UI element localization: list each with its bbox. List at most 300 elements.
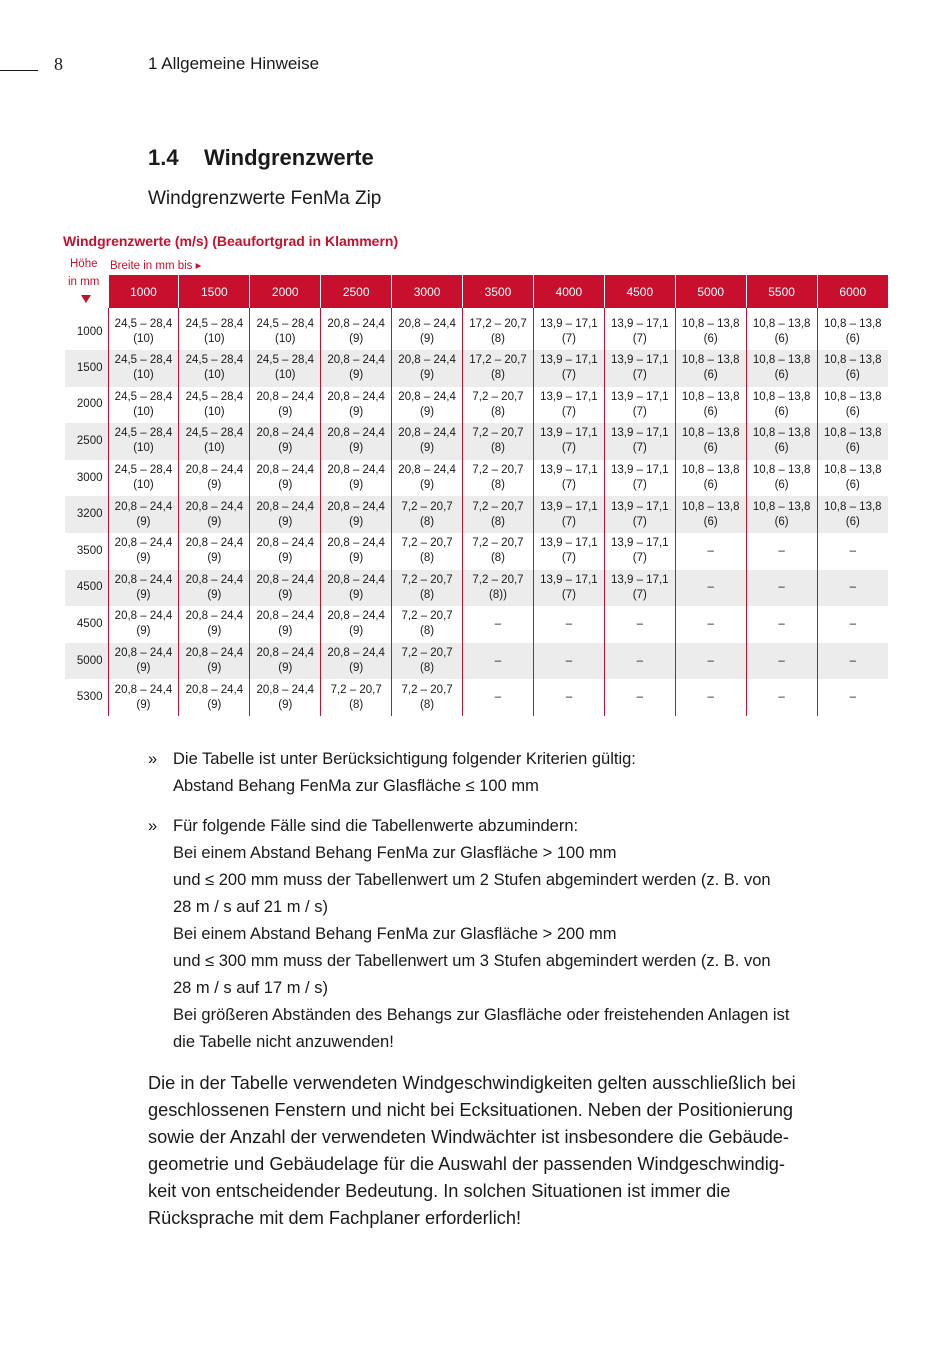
cell-beaufort: (7) (561, 333, 576, 345)
cell-range: 13,9 – 17,1 (540, 318, 598, 330)
cell-range: – (707, 544, 714, 557)
cell-beaufort: (9) (207, 698, 222, 711)
cell-beaufort: (6) (774, 515, 789, 528)
cell-range: 24,5 – 28,4 (114, 427, 173, 440)
cell-range: 10,8 – 13,8 (824, 427, 882, 440)
table-cell (392, 606, 463, 643)
table-cell (392, 387, 463, 424)
cell-range: 20,8 – 24,4 (114, 647, 173, 660)
table-cell (746, 350, 817, 387)
column-header: 5500 (746, 275, 817, 308)
wind-limit-table (65, 275, 888, 716)
cell-beaufort: (7) (632, 442, 647, 455)
cell-range: 10,8 – 13,8 (752, 427, 811, 440)
table-cell (321, 350, 392, 387)
cell-range: 7,2 – 20,7 (472, 500, 524, 513)
cell-beaufort: (9) (207, 662, 222, 675)
cell-beaufort: (9) (278, 588, 293, 601)
table-cell (604, 308, 675, 350)
cell-beaufort: (9) (136, 698, 151, 711)
cell-range: 10,8 – 13,8 (824, 354, 882, 367)
cell-range: 20,8 – 24,4 (398, 318, 456, 330)
table-cell (179, 570, 250, 607)
cell-beaufort: (9) (278, 515, 293, 528)
table-cell (463, 496, 534, 533)
table-cell (108, 570, 179, 607)
cell-beaufort: (6) (774, 369, 789, 382)
cell-range: – (849, 617, 856, 630)
column-header: 3000 (392, 275, 463, 308)
cell-beaufort: (9) (207, 515, 222, 528)
cell-beaufort: (7) (561, 405, 576, 418)
bullet-mark: » (148, 750, 158, 768)
table-cell (533, 350, 604, 387)
cell-range: 20,8 – 24,4 (398, 354, 456, 367)
cell-range: 17,2 – 20,7 (469, 354, 527, 367)
table-cell (392, 350, 463, 387)
cell-range: 13,9 – 17,1 (540, 500, 598, 513)
table-cell (746, 606, 817, 643)
section-heading (148, 145, 374, 171)
table-cell (321, 387, 392, 424)
cell-beaufort: (10) (275, 333, 296, 345)
table-cell (463, 423, 534, 460)
cell-range: 20,8 – 24,4 (256, 647, 315, 660)
table-cell (675, 496, 746, 533)
cell-beaufort: (9) (278, 698, 293, 711)
cell-beaufort: (6) (845, 442, 860, 455)
table-corner (65, 275, 108, 308)
table-cell (604, 350, 675, 387)
table-row (65, 679, 888, 716)
cell-range: 7,2 – 20,7 (472, 464, 524, 477)
cell-beaufort: (8) (490, 442, 506, 455)
table-cell (675, 308, 746, 350)
cell-range: 24,5 – 28,4 (256, 354, 315, 367)
table-cell (746, 679, 817, 716)
cell-beaufort: (6) (774, 405, 789, 418)
cell-beaufort: (7) (561, 369, 576, 382)
table-cell (746, 308, 817, 350)
cell-range: 13,9 – 17,1 (611, 464, 669, 477)
cell-range: 24,5 – 28,4 (185, 318, 244, 330)
cell-range: 20,8 – 24,4 (256, 427, 315, 440)
table-cell (250, 423, 321, 460)
cell-range: 13,9 – 17,1 (611, 427, 669, 440)
cell-range: 13,9 – 17,1 (611, 537, 669, 550)
cell-beaufort: (8) (420, 588, 435, 601)
table-cell (392, 533, 463, 570)
cell-range: – (778, 691, 785, 704)
table-cell (675, 350, 746, 387)
cell-range: – (707, 617, 714, 630)
table-caption: Windgrenzwerte (m/s) (Beaufortgrad in Klammern) (63, 233, 399, 249)
table-cell (321, 308, 392, 350)
row-height-label: 1000 (76, 325, 103, 338)
table-cell (250, 460, 321, 497)
list-item (148, 746, 838, 800)
cell-beaufort: (8)) (489, 588, 507, 601)
table-cell (817, 679, 888, 716)
cell-beaufort: (7) (632, 405, 647, 418)
column-header: 4500 (604, 275, 675, 308)
cell-range: 10,8 – 13,8 (752, 354, 811, 367)
cell-beaufort: (8) (420, 515, 435, 528)
cell-range: 24,5 – 28,4 (114, 390, 173, 403)
table-cell (250, 496, 321, 533)
cell-range: 7,2 – 20,7 (401, 683, 453, 696)
table-cell (533, 570, 604, 607)
cell-range: – (707, 691, 714, 704)
cell-range: 13,9 – 17,1 (540, 464, 598, 477)
table-cell (533, 387, 604, 424)
cell-range: 20,8 – 24,4 (327, 647, 385, 660)
cell-beaufort: (9) (278, 552, 293, 565)
cell-range: 13,9 – 17,1 (611, 318, 669, 330)
cell-beaufort: (9) (349, 333, 364, 345)
cell-range: 20,8 – 24,4 (398, 390, 456, 403)
cell-beaufort: (9) (207, 479, 222, 492)
row-height-label: 4500 (65, 570, 108, 607)
cell-beaufort: (8) (349, 698, 364, 711)
table-cell (746, 460, 817, 497)
table-cell (463, 533, 534, 570)
cell-beaufort: (9) (136, 625, 151, 638)
cell-range: 10,8 – 13,8 (824, 500, 882, 513)
cell-beaufort: (9) (136, 552, 151, 565)
table-cell (179, 423, 250, 460)
table-cell (817, 308, 888, 350)
cell-beaufort: (7) (561, 442, 576, 455)
row-height-label: 3500 (76, 544, 103, 557)
table-cell (179, 606, 250, 643)
cell-beaufort: (10) (133, 369, 154, 382)
row-height-label: 3200 (65, 496, 108, 533)
table-cell (533, 308, 604, 350)
table-cell (675, 679, 746, 716)
table-row (65, 460, 888, 497)
cell-range: 20,8 – 24,4 (256, 500, 315, 513)
table-cell (321, 570, 392, 607)
column-header: 1500 (179, 275, 250, 308)
cell-range: 7,2 – 20,7 (330, 683, 382, 696)
text-line: Bei einem Abstand Behang FenMa zur Glasfläche > 200 mm (173, 925, 617, 943)
cell-range: 24,5 – 28,4 (114, 464, 173, 477)
cell-beaufort: (9) (349, 625, 364, 638)
table-cell (250, 679, 321, 716)
cell-beaufort: (9) (207, 552, 222, 565)
cell-range: 24,5 – 28,4 (114, 318, 173, 330)
table-cell (108, 387, 179, 424)
cell-beaufort: (10) (133, 442, 154, 455)
list-item (148, 813, 838, 1056)
cell-range: – (636, 617, 643, 630)
cell-range: 20,8 – 24,4 (256, 537, 315, 550)
table-cell (746, 570, 817, 607)
cell-beaufort: (6) (774, 333, 789, 345)
table-cell (604, 570, 675, 607)
table-row (65, 350, 888, 387)
criteria-list (148, 746, 838, 1069)
table-cell (533, 533, 604, 570)
cell-beaufort: (7) (632, 333, 647, 345)
cell-beaufort: (6) (845, 333, 860, 345)
cell-beaufort: (10) (133, 405, 154, 418)
table-cell (392, 423, 463, 460)
cell-range: 13,9 – 17,1 (611, 390, 669, 403)
row-height-label: 5300 (76, 691, 103, 704)
cell-range: 7,2 – 20,7 (401, 573, 453, 586)
table-cell (675, 533, 746, 570)
height-unit-label: in mm (68, 276, 100, 288)
cell-range: 10,8 – 13,8 (824, 464, 882, 477)
cell-beaufort: (7) (632, 369, 647, 382)
row-height-label: 5000 (65, 643, 108, 680)
cell-beaufort: (6) (845, 479, 860, 492)
cell-range: – (778, 581, 785, 594)
text-line: geometrie und Gebäudelage für die Auswahl der passenden Windgeschwindig- (148, 1154, 785, 1174)
table-cell (321, 643, 392, 680)
table-cell (746, 387, 817, 424)
text-line: sowie der Anzahl der verwendeten Windwächter ist insbesondere die Gebäude- (148, 1127, 789, 1147)
cell-beaufort: (6) (703, 442, 718, 455)
table-cell (604, 496, 675, 533)
cell-beaufort: (10) (133, 479, 154, 492)
column-header: 5000 (675, 275, 746, 308)
column-header: 3500 (463, 275, 534, 308)
cell-beaufort: (7) (632, 588, 647, 601)
cell-beaufort: (6) (845, 405, 860, 418)
cell-range: 13,9 – 17,1 (540, 354, 598, 367)
cell-beaufort: (7) (561, 552, 576, 565)
text-line: Bei größeren Abständen des Behangs zur Glasfläche oder freistehenden Anlagen ist (173, 1006, 790, 1024)
cell-range: 20,8 – 24,4 (185, 610, 244, 623)
table-cell (817, 496, 888, 533)
text-line: geschlossenen Fenstern und nicht bei Ecksituationen. Neben der Positionierung (148, 1100, 794, 1120)
table-cell (108, 350, 179, 387)
cell-beaufort: (7) (561, 515, 576, 528)
column-header: 2000 (250, 275, 321, 308)
header-rule (0, 70, 38, 71)
column-header: 1000 (108, 275, 179, 308)
cell-beaufort: (8) (490, 552, 506, 565)
table-cell (108, 533, 179, 570)
table-cell (463, 308, 534, 350)
cell-range: 7,2 – 20,7 (401, 647, 453, 660)
cell-beaufort: (10) (204, 333, 225, 345)
cell-range: – (849, 544, 856, 557)
table-cell (604, 460, 675, 497)
text-line: und ≤ 200 mm muss der Tabellenwert um 2 Stufen abgemindert werden (z. B. von (173, 871, 771, 889)
cell-range: 24,5 – 28,4 (114, 354, 173, 367)
cell-beaufort: (9) (136, 662, 151, 675)
cell-range: 20,8 – 24,4 (185, 500, 244, 513)
table-cell (533, 643, 604, 680)
cell-range: 13,9 – 17,1 (611, 500, 669, 513)
section-number: 1.4 (148, 145, 179, 170)
cell-beaufort: (9) (278, 479, 293, 492)
cell-range: 10,8 – 13,8 (824, 390, 882, 403)
cell-range: 13,9 – 17,1 (611, 573, 669, 586)
cell-beaufort: (9) (278, 625, 293, 638)
cell-range: 24,5 – 28,4 (185, 354, 244, 367)
text-line: und ≤ 300 mm muss der Tabellenwert um 3 Stufen abgemindert werden (z. B. von (173, 952, 771, 970)
cell-beaufort: (6) (845, 515, 860, 528)
text-line: Bei einem Abstand Behang FenMa zur Glasfläche > 100 mm (173, 844, 617, 862)
cell-range: – (778, 544, 785, 557)
cell-beaufort: (9) (207, 625, 222, 638)
cell-beaufort: (9) (420, 479, 435, 492)
cell-beaufort: (8) (420, 625, 435, 638)
table-cell (108, 308, 179, 350)
section-title: Windgrenzwerte (204, 145, 374, 170)
text-line: 28 m / s auf 17 m / s) (173, 979, 328, 997)
table-cell (604, 387, 675, 424)
cell-range: – (707, 581, 714, 594)
table-cell (250, 570, 321, 607)
table-cell (250, 606, 321, 643)
table-cell (179, 308, 250, 350)
table-cell (463, 679, 534, 716)
cell-beaufort: (9) (420, 442, 435, 455)
cell-range: 10,8 – 13,8 (681, 318, 740, 330)
cell-range: 24,5 – 28,4 (256, 318, 315, 330)
cell-range: – (494, 691, 502, 704)
cell-range: 20,8 – 24,4 (327, 354, 385, 367)
table-body (65, 308, 888, 716)
cell-range: 20,8 – 24,4 (256, 610, 315, 623)
cell-range: 10,8 – 13,8 (824, 318, 882, 330)
cell-range: 20,8 – 24,4 (327, 500, 385, 513)
cell-beaufort: (9) (420, 333, 435, 345)
cell-beaufort: (10) (133, 333, 154, 345)
cell-beaufort: (8) (420, 698, 435, 711)
cell-beaufort: (7) (632, 552, 647, 565)
height-label: Höhe (70, 258, 98, 270)
cell-beaufort: (8) (490, 515, 506, 528)
table-cell (179, 533, 250, 570)
table-cell (817, 423, 888, 460)
cell-beaufort: (9) (349, 405, 364, 418)
cell-range: 20,8 – 24,4 (185, 537, 244, 550)
cell-range: 20,8 – 24,4 (185, 464, 244, 477)
text-line: Abstand Behang FenMa zur Glasfläche ≤ 100 mm (173, 777, 539, 795)
cell-range: 10,8 – 13,8 (752, 500, 811, 513)
cell-range: – (565, 654, 573, 667)
cell-beaufort: (9) (349, 588, 364, 601)
column-header: 2500 (321, 275, 392, 308)
cell-beaufort: (6) (703, 333, 718, 345)
cell-range: 13,9 – 17,1 (540, 427, 598, 440)
table-cell (817, 460, 888, 497)
cell-beaufort: (9) (349, 552, 364, 565)
cell-beaufort: (9) (349, 369, 364, 382)
table-cell (675, 606, 746, 643)
row-height-label: 2000 (76, 398, 103, 411)
table-row (65, 387, 888, 424)
cell-range: – (778, 654, 785, 667)
table-cell (604, 533, 675, 570)
table-cell (250, 387, 321, 424)
column-header: 4000 (533, 275, 604, 308)
cell-range: – (565, 691, 573, 704)
cell-beaufort: (6) (703, 479, 718, 492)
cell-range: 7,2 – 20,7 (472, 427, 524, 440)
cell-beaufort: (10) (204, 369, 225, 382)
cell-beaufort: (9) (349, 479, 364, 492)
cell-beaufort: (10) (275, 369, 296, 382)
table-cell (321, 606, 392, 643)
cell-range: 20,8 – 24,4 (327, 318, 385, 330)
width-label: Breite in mm bis ▸ (110, 260, 202, 272)
row-height-label: 1500 (65, 350, 108, 387)
table-cell (533, 679, 604, 716)
cell-beaufort: (10) (204, 405, 225, 418)
cell-beaufort: (8) (490, 369, 506, 382)
section-subtitle: Windgrenzwerte FenMa Zip (148, 188, 382, 209)
table-cell (463, 606, 534, 643)
cell-range: 20,8 – 24,4 (327, 610, 385, 623)
table-cell (250, 350, 321, 387)
page-number: 8 (54, 54, 63, 74)
table-cell (817, 350, 888, 387)
cell-range: – (849, 691, 856, 704)
row-height-label: 2500 (65, 423, 108, 460)
table-cell (179, 387, 250, 424)
table-cell (746, 496, 817, 533)
cell-range: 20,8 – 24,4 (114, 610, 173, 623)
table-cell (675, 460, 746, 497)
cell-beaufort: (6) (845, 369, 860, 382)
cell-range: 10,8 – 13,8 (681, 500, 740, 513)
cell-range: 13,9 – 17,1 (611, 354, 669, 367)
cell-beaufort: (8) (420, 662, 435, 675)
table-cell (321, 496, 392, 533)
table-cell (463, 643, 534, 680)
table-cell (463, 387, 534, 424)
cell-range: – (565, 617, 573, 630)
table-row (65, 570, 888, 607)
table-cell (108, 606, 179, 643)
cell-beaufort: (7) (561, 479, 576, 492)
table-cell (604, 679, 675, 716)
table-cell (746, 533, 817, 570)
table-cell (392, 679, 463, 716)
table-cell (675, 643, 746, 680)
cell-range: 20,8 – 24,4 (185, 573, 244, 586)
bullet-text (173, 746, 636, 800)
cell-range: 20,8 – 24,4 (114, 683, 173, 696)
text-line: 28 m / s auf 21 m / s) (173, 898, 328, 916)
table-cell (675, 570, 746, 607)
cell-beaufort: (6) (703, 405, 718, 418)
cell-range: 7,2 – 20,7 (401, 537, 453, 550)
cell-range: 17,2 – 20,7 (469, 318, 527, 330)
cell-beaufort: (9) (207, 588, 222, 601)
cell-range: 10,8 – 13,8 (752, 390, 811, 403)
cell-beaufort: (7) (561, 588, 576, 601)
cell-beaufort: (9) (349, 515, 364, 528)
cell-beaufort: (9) (278, 662, 293, 675)
cell-beaufort: (10) (204, 442, 225, 455)
table-cell (675, 387, 746, 424)
table-cell (392, 570, 463, 607)
table-cell (250, 308, 321, 350)
text-line: Die Tabelle ist unter Berücksichtigung folgender Kriterien gültig: (173, 750, 636, 768)
table-cell (533, 496, 604, 533)
table-cell (817, 387, 888, 424)
cell-range: – (636, 691, 643, 704)
